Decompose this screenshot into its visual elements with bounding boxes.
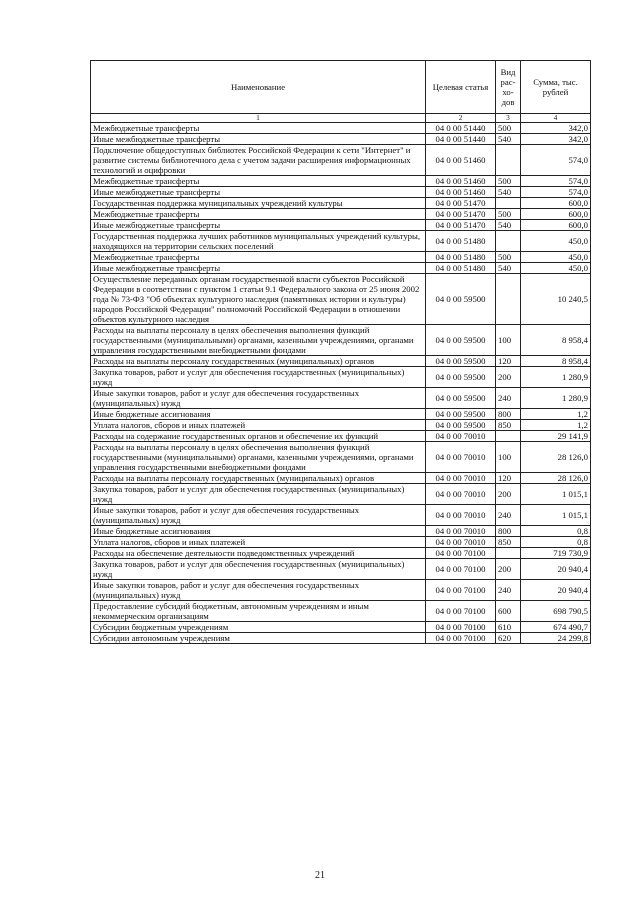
row-sum-cell: 1 015,1 [521, 505, 591, 526]
row-code-cell: 04 0 00 51460 [426, 187, 496, 198]
row-name-cell: Расходы на выплаты персоналу государственных (муниципальных) органов [91, 356, 426, 367]
row-sum-cell: 10 240,5 [521, 274, 591, 325]
row-sum-cell: 24 299,8 [521, 633, 591, 644]
header-sum: Сумма, тыс. рублей [521, 61, 591, 114]
row-name-cell: Межбюджетные трансферты [91, 123, 426, 134]
row-code-cell: 04 0 00 70100 [426, 580, 496, 601]
row-type-cell: 500 [496, 209, 521, 220]
row-type-cell: 240 [496, 580, 521, 601]
row-name-cell: Межбюджетные трансферты [91, 176, 426, 187]
row-name-cell: Иные межбюджетные трансферты [91, 134, 426, 145]
header-name: Наименование [91, 61, 426, 114]
row-name-cell: Иные закупки товаров, работ и услуг для обеспечения государственных (муниципальных) нужд [91, 388, 426, 409]
row-name-cell: Расходы на выплаты персоналу государственных (муниципальных) органов [91, 473, 426, 484]
row-code-cell: 04 0 00 70100 [426, 622, 496, 633]
table-row [91, 145, 591, 176]
row-type-cell: 540 [496, 263, 521, 274]
row-name-cell: Закупка товаров, работ и услуг для обеспечения государственных (муниципальных) нужд [91, 484, 426, 505]
row-name-cell: Государственная поддержка лучших работников муниципальных учреждений культуры, находящихся на территории сельских поселений [91, 231, 426, 252]
row-sum-cell: 20 940,4 [521, 580, 591, 601]
row-name-cell: Предоставление субсидий бюджетным, автономным учреждениям и иным некоммерческим организациям [91, 601, 426, 622]
table-row [91, 442, 591, 473]
row-sum-cell: 0,8 [521, 537, 591, 548]
row-name-cell: Субсидии автономным учреждениям [91, 633, 426, 644]
table-row [91, 484, 591, 505]
row-code-cell: 04 0 00 59500 [426, 356, 496, 367]
row-sum-cell: 574,0 [521, 145, 591, 176]
table-row [91, 633, 591, 644]
row-type-cell: 500 [496, 252, 521, 263]
row-name-cell: Закупка товаров, работ и услуг для обеспечения государственных (муниципальных) нужд [91, 367, 426, 388]
row-code-cell: 04 0 00 51460 [426, 176, 496, 187]
table-row [91, 231, 591, 252]
row-sum-cell: 1,2 [521, 409, 591, 420]
row-sum-cell: 29 141,9 [521, 431, 591, 442]
row-code-cell: 04 0 00 51470 [426, 198, 496, 209]
row-sum-cell: 1,2 [521, 420, 591, 431]
row-type-cell [496, 145, 521, 176]
row-sum-cell: 342,0 [521, 123, 591, 134]
table-row [91, 622, 591, 633]
row-type-cell: 540 [496, 187, 521, 198]
row-code-cell: 04 0 00 51460 [426, 145, 496, 176]
row-code-cell: 04 0 00 59500 [426, 409, 496, 420]
table-row [91, 548, 591, 559]
row-name-cell: Межбюджетные трансферты [91, 209, 426, 220]
row-name-cell: Государственная поддержка муниципальных учреждений культуры [91, 198, 426, 209]
table-row [91, 559, 591, 580]
row-code-cell: 04 0 00 70010 [426, 431, 496, 442]
row-sum-cell: 28 126,0 [521, 473, 591, 484]
row-sum-cell: 1 280,9 [521, 367, 591, 388]
row-code-cell: 04 0 00 70010 [426, 526, 496, 537]
row-sum-cell: 1 015,1 [521, 484, 591, 505]
row-code-cell: 04 0 00 70010 [426, 484, 496, 505]
table-row [91, 388, 591, 409]
row-type-cell [496, 431, 521, 442]
column-number: 3 [496, 114, 521, 123]
row-code-cell: 04 0 00 70100 [426, 559, 496, 580]
table-row [91, 263, 591, 274]
row-code-cell: 04 0 00 70100 [426, 548, 496, 559]
table-row [91, 123, 591, 134]
row-code-cell: 04 0 00 51480 [426, 252, 496, 263]
row-type-cell: 800 [496, 409, 521, 420]
table-row [91, 420, 591, 431]
row-code-cell: 04 0 00 70010 [426, 473, 496, 484]
table-row [91, 187, 591, 198]
row-name-cell: Субсидии бюджетным учреждениям [91, 622, 426, 633]
table-row [91, 505, 591, 526]
row-type-cell: 100 [496, 325, 521, 356]
row-sum-cell: 600,0 [521, 220, 591, 231]
row-sum-cell: 674 490,7 [521, 622, 591, 633]
row-sum-cell: 574,0 [521, 187, 591, 198]
row-type-cell: 850 [496, 537, 521, 548]
row-code-cell: 04 0 00 70010 [426, 537, 496, 548]
header-type: Вид рас-хо-дов [496, 61, 521, 114]
row-name-cell: Осуществление переданных органам государственной власти субъектов Российской Федерации в соответствии с пунктом 1 статьи 9.1 Федерального закона от 25 июня 2002 года № 73-ФЗ "Об объектах культурного наследия (памятниках истории и культуры) народов Российской Федерации" полномочий Российской Федерации в отношении объектов культурного наследия [91, 274, 426, 325]
row-name-cell: Межбюджетные трансферты [91, 252, 426, 263]
page-number: 21 [315, 870, 325, 881]
table-row [91, 367, 591, 388]
row-sum-cell: 450,0 [521, 231, 591, 252]
header-code: Целевая статья [426, 61, 496, 114]
row-name-cell: Расходы на выплаты персоналу в целях обеспечения выполнения функций государственными (муниципальными) органами, казенными учреждениями, органами управления государственными внебюджетными фондами [91, 442, 426, 473]
table-row [91, 356, 591, 367]
row-code-cell: 04 0 00 70100 [426, 633, 496, 644]
table-row [91, 134, 591, 145]
row-name-cell: Подключение общедоступных библиотек Российской Федерации к сети "Интернет" и развитие системы библиотечного дела с учетом задачи расширения информационных технологий и оцифровки [91, 145, 426, 176]
row-type-cell [496, 548, 521, 559]
row-sum-cell: 0,8 [521, 526, 591, 537]
row-type-cell [496, 231, 521, 252]
row-name-cell: Иные закупки товаров, работ и услуг для обеспечения государственных (муниципальных) нужд [91, 505, 426, 526]
table-row [91, 252, 591, 263]
table-row [91, 325, 591, 356]
row-name-cell: Уплата налогов, сборов и иных платежей [91, 537, 426, 548]
row-code-cell: 04 0 00 51480 [426, 263, 496, 274]
row-code-cell: 04 0 00 59500 [426, 325, 496, 356]
row-type-cell: 500 [496, 176, 521, 187]
row-code-cell: 04 0 00 59500 [426, 367, 496, 388]
column-number: 4 [521, 114, 591, 123]
table-body [91, 123, 591, 644]
table-header [91, 61, 591, 123]
row-type-cell: 600 [496, 601, 521, 622]
row-name-cell: Иные бюджетные ассигнования [91, 409, 426, 420]
row-type-cell [496, 274, 521, 325]
row-type-cell: 200 [496, 367, 521, 388]
row-name-cell: Расходы на обеспечение деятельности подведомственных учреждений [91, 548, 426, 559]
row-code-cell: 04 0 00 51480 [426, 231, 496, 252]
row-name-cell: Иные межбюджетные трансферты [91, 263, 426, 274]
table-row [91, 209, 591, 220]
row-type-cell: 800 [496, 526, 521, 537]
row-code-cell: 04 0 00 51440 [426, 134, 496, 145]
row-type-cell [496, 198, 521, 209]
table-row [91, 176, 591, 187]
row-sum-cell: 1 280,9 [521, 388, 591, 409]
row-type-cell: 240 [496, 388, 521, 409]
row-type-cell: 850 [496, 420, 521, 431]
row-type-cell: 540 [496, 220, 521, 231]
row-code-cell: 04 0 00 59500 [426, 420, 496, 431]
row-name-cell: Иные межбюджетные трансферты [91, 187, 426, 198]
row-type-cell: 200 [496, 484, 521, 505]
table-row [91, 220, 591, 231]
table-row [91, 526, 591, 537]
row-type-cell: 540 [496, 134, 521, 145]
row-type-cell: 620 [496, 633, 521, 644]
row-code-cell: 04 0 00 51470 [426, 220, 496, 231]
row-name-cell: Расходы на выплаты персоналу в целях обеспечения выполнения функций государственными (муниципальными) органами, казенными учреждениями, органами управления государственными внебюджетными фондами [91, 325, 426, 356]
row-code-cell: 04 0 00 51470 [426, 209, 496, 220]
row-sum-cell: 20 940,4 [521, 559, 591, 580]
table-row [91, 601, 591, 622]
row-name-cell: Закупка товаров, работ и услуг для обеспечения государственных (муниципальных) нужд [91, 559, 426, 580]
row-sum-cell: 698 790,5 [521, 601, 591, 622]
row-type-cell: 240 [496, 505, 521, 526]
row-sum-cell: 600,0 [521, 209, 591, 220]
table-row [91, 537, 591, 548]
table-row [91, 409, 591, 420]
table-row [91, 274, 591, 325]
table-row [91, 580, 591, 601]
column-number: 2 [426, 114, 496, 123]
row-sum-cell: 8 958,4 [521, 325, 591, 356]
table-row [91, 198, 591, 209]
row-name-cell: Расходы на содержание государственных органов и обеспечение их функций [91, 431, 426, 442]
row-type-cell: 120 [496, 473, 521, 484]
row-code-cell: 04 0 00 70100 [426, 601, 496, 622]
row-type-cell: 500 [496, 123, 521, 134]
row-sum-cell: 342,0 [521, 134, 591, 145]
row-code-cell: 04 0 00 59500 [426, 388, 496, 409]
row-type-cell: 200 [496, 559, 521, 580]
budget-table [90, 60, 591, 644]
row-type-cell: 610 [496, 622, 521, 633]
row-sum-cell: 600,0 [521, 198, 591, 209]
row-type-cell: 120 [496, 356, 521, 367]
row-code-cell: 04 0 00 70010 [426, 505, 496, 526]
row-name-cell: Иные бюджетные ассигнования [91, 526, 426, 537]
row-sum-cell: 28 126,0 [521, 442, 591, 473]
row-sum-cell: 8 958,4 [521, 356, 591, 367]
row-name-cell: Уплата налогов, сборов и иных платежей [91, 420, 426, 431]
row-sum-cell: 574,0 [521, 176, 591, 187]
row-code-cell: 04 0 00 59500 [426, 274, 496, 325]
column-number: 1 [91, 114, 426, 123]
table-row [91, 473, 591, 484]
row-code-cell: 04 0 00 70010 [426, 442, 496, 473]
table-row [91, 431, 591, 442]
row-name-cell: Иные закупки товаров, работ и услуг для обеспечения государственных (муниципальных) нужд [91, 580, 426, 601]
row-sum-cell: 450,0 [521, 263, 591, 274]
row-name-cell: Иные межбюджетные трансферты [91, 220, 426, 231]
row-code-cell: 04 0 00 51440 [426, 123, 496, 134]
row-type-cell: 100 [496, 442, 521, 473]
row-sum-cell: 450,0 [521, 252, 591, 263]
row-sum-cell: 719 730,9 [521, 548, 591, 559]
